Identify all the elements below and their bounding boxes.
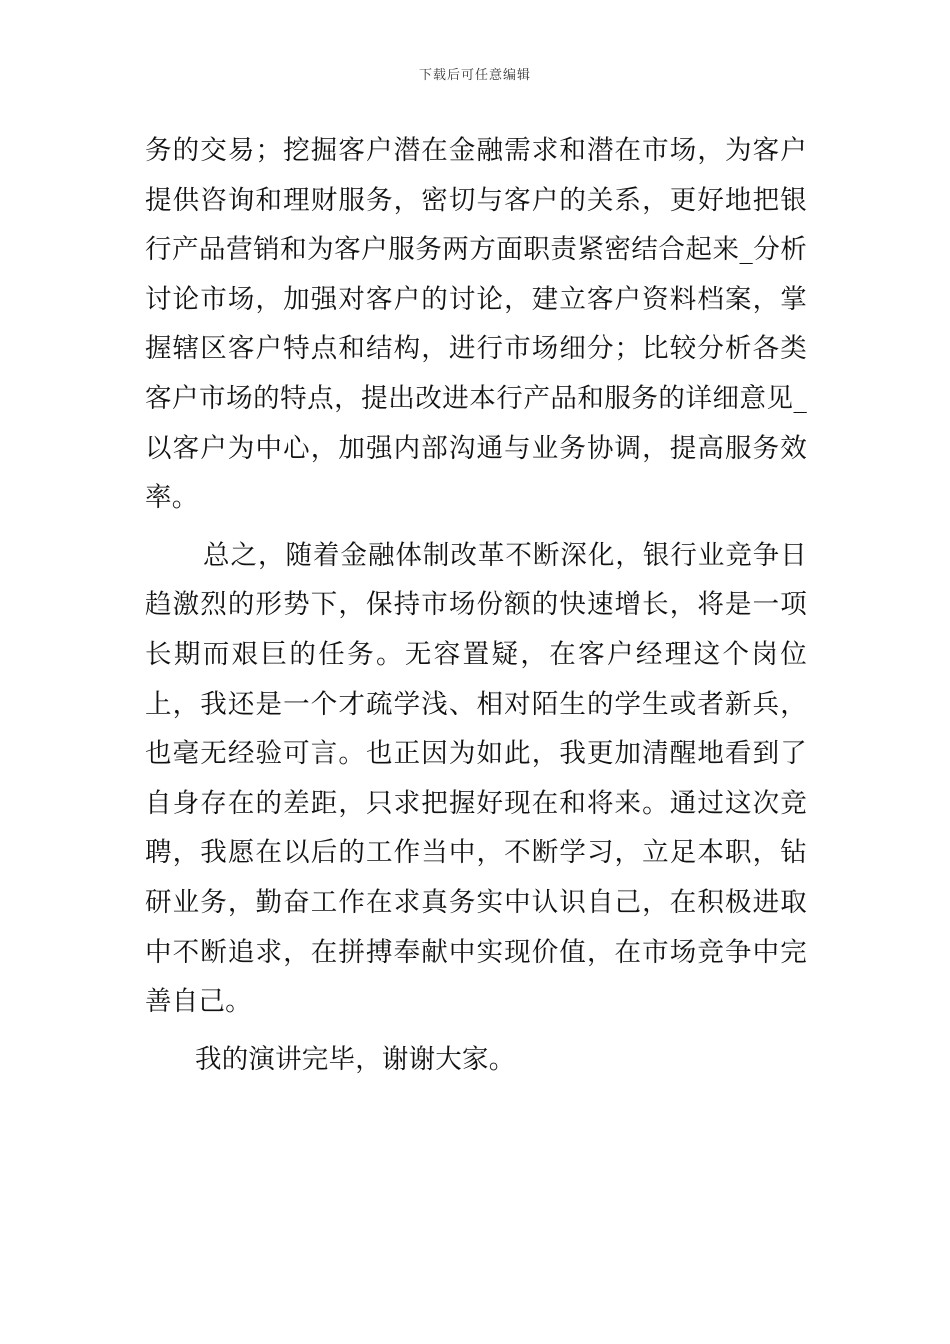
paragraph-closing: 我的演讲完毕，谢谢大家。 — [195, 1043, 516, 1075]
paragraph-conclusion: 总之，随着金融体制改革不断深化，银行业竞争日趋激烈的形势下，保持市场份额的快速增长，将是一项长期而艰巨的任务。无容置疑，在客户经理这个岗位上，我还是一个才疏学浅、相对陌生的学生或者新兵，也毫无经验可言。也正因为如此，我更加清醒地看到了自身存在的差距，只求把握好现在和将来。通过这次竞聘，我愿在以后的工作当中，不断学习，立足本职，钻研业务，勤奋工作在求真务实中认识自己，在积极进取中不断追求，在拼搏奉献中实现价值，在市场竞争中完善自己。 — [145, 539, 807, 1018]
document-body — [145, 126, 807, 1084]
paragraph-continued: 务的交易；挖掘客户潜在金融需求和潜在市场，为客户提供咨询和理财服务，密切与客户的关系，更好地把银行产品营销和为客户服务两方面职责紧密结合起来_分析讨论市场，加强对客户的讨论，建立客户资料档案，掌握辖区客户特点和结构，进行市场细分；比较分析各类客户市场的特点，提出改进本行产品和服务的详细意见_以客户为中心，加强内部沟通与业务协调，提高服务效率。 — [145, 135, 807, 514]
page-header-note: 下载后可任意编辑 — [418, 68, 531, 83]
